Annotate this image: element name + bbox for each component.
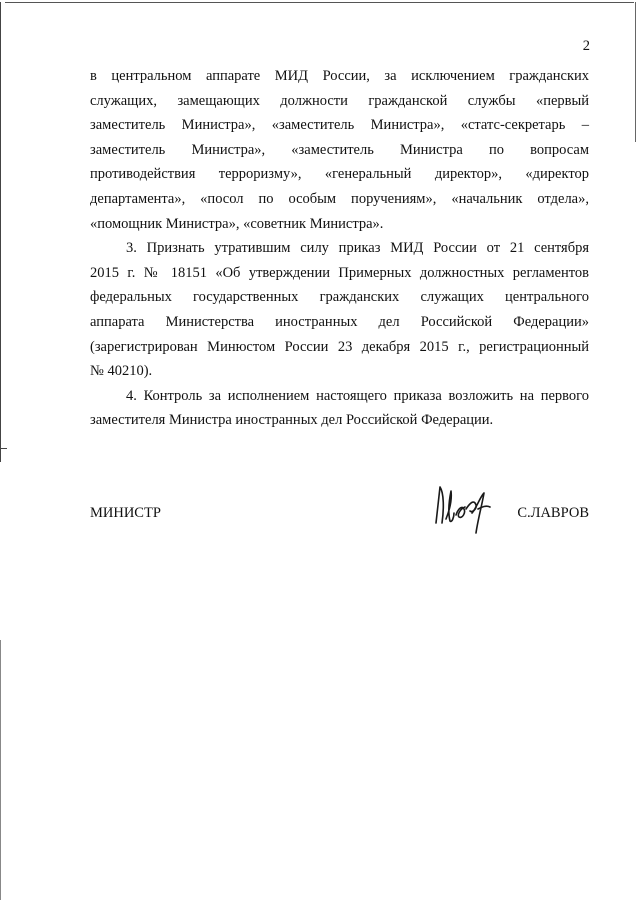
- text-line: департамента», «посол по особым поручениям», «начальник отдела»,: [90, 190, 589, 207]
- text-line: в центральном аппарате МИД России, за исключением гражданских: [90, 68, 589, 84]
- handwritten-signature: [432, 479, 496, 537]
- signatory-title: МИНИСТР: [90, 505, 161, 521]
- text-line: заместитель Министра», «заместитель Министра по вопросам: [90, 141, 589, 158]
- text-line: 2015 г. № 18151 «Об утверждении Примерных должностных регламентов: [90, 264, 589, 281]
- text-line: заместителя Министра иностранных дел Российской Федерации.: [90, 412, 494, 429]
- right-scan-edge: [635, 2, 636, 142]
- left-scan-edge-tick: [0, 448, 7, 449]
- text-line: противодействия терроризму», «генеральный директор», «директор: [90, 166, 589, 183]
- text-line: «помощник Министра», «советник Министра».: [90, 215, 384, 232]
- document-body: [90, 64, 589, 433]
- text-line: 3. Признать утратившим силу приказ МИД России от 21 сентября: [126, 240, 589, 257]
- signatory-name: С.ЛАВРОВ: [517, 505, 589, 521]
- text-line: аппарата Министерства иностранных дел Российской Федерации»: [90, 313, 589, 330]
- text-line: 4. Контроль за исполнением настоящего приказа возложить на первого: [126, 387, 589, 404]
- page-number: 2: [582, 38, 590, 54]
- text-line: № 40210).: [90, 363, 153, 380]
- text-line: заместитель Министра», «заместитель Министра», «статс-секретарь –: [90, 117, 589, 134]
- top-scan-edge: [5, 2, 634, 3]
- text-line: служащих, замещающих должности гражданской службы «первый: [90, 92, 589, 109]
- left-scan-edge-lower: [0, 640, 1, 900]
- text-line: федеральных государственных гражданских служащих центрального: [90, 289, 589, 306]
- signature-block: [90, 503, 589, 543]
- text-line: (зарегистрирован Минюстом России 23 декабря 2015 г., регистрационный: [90, 338, 589, 355]
- left-scan-edge: [0, 2, 1, 462]
